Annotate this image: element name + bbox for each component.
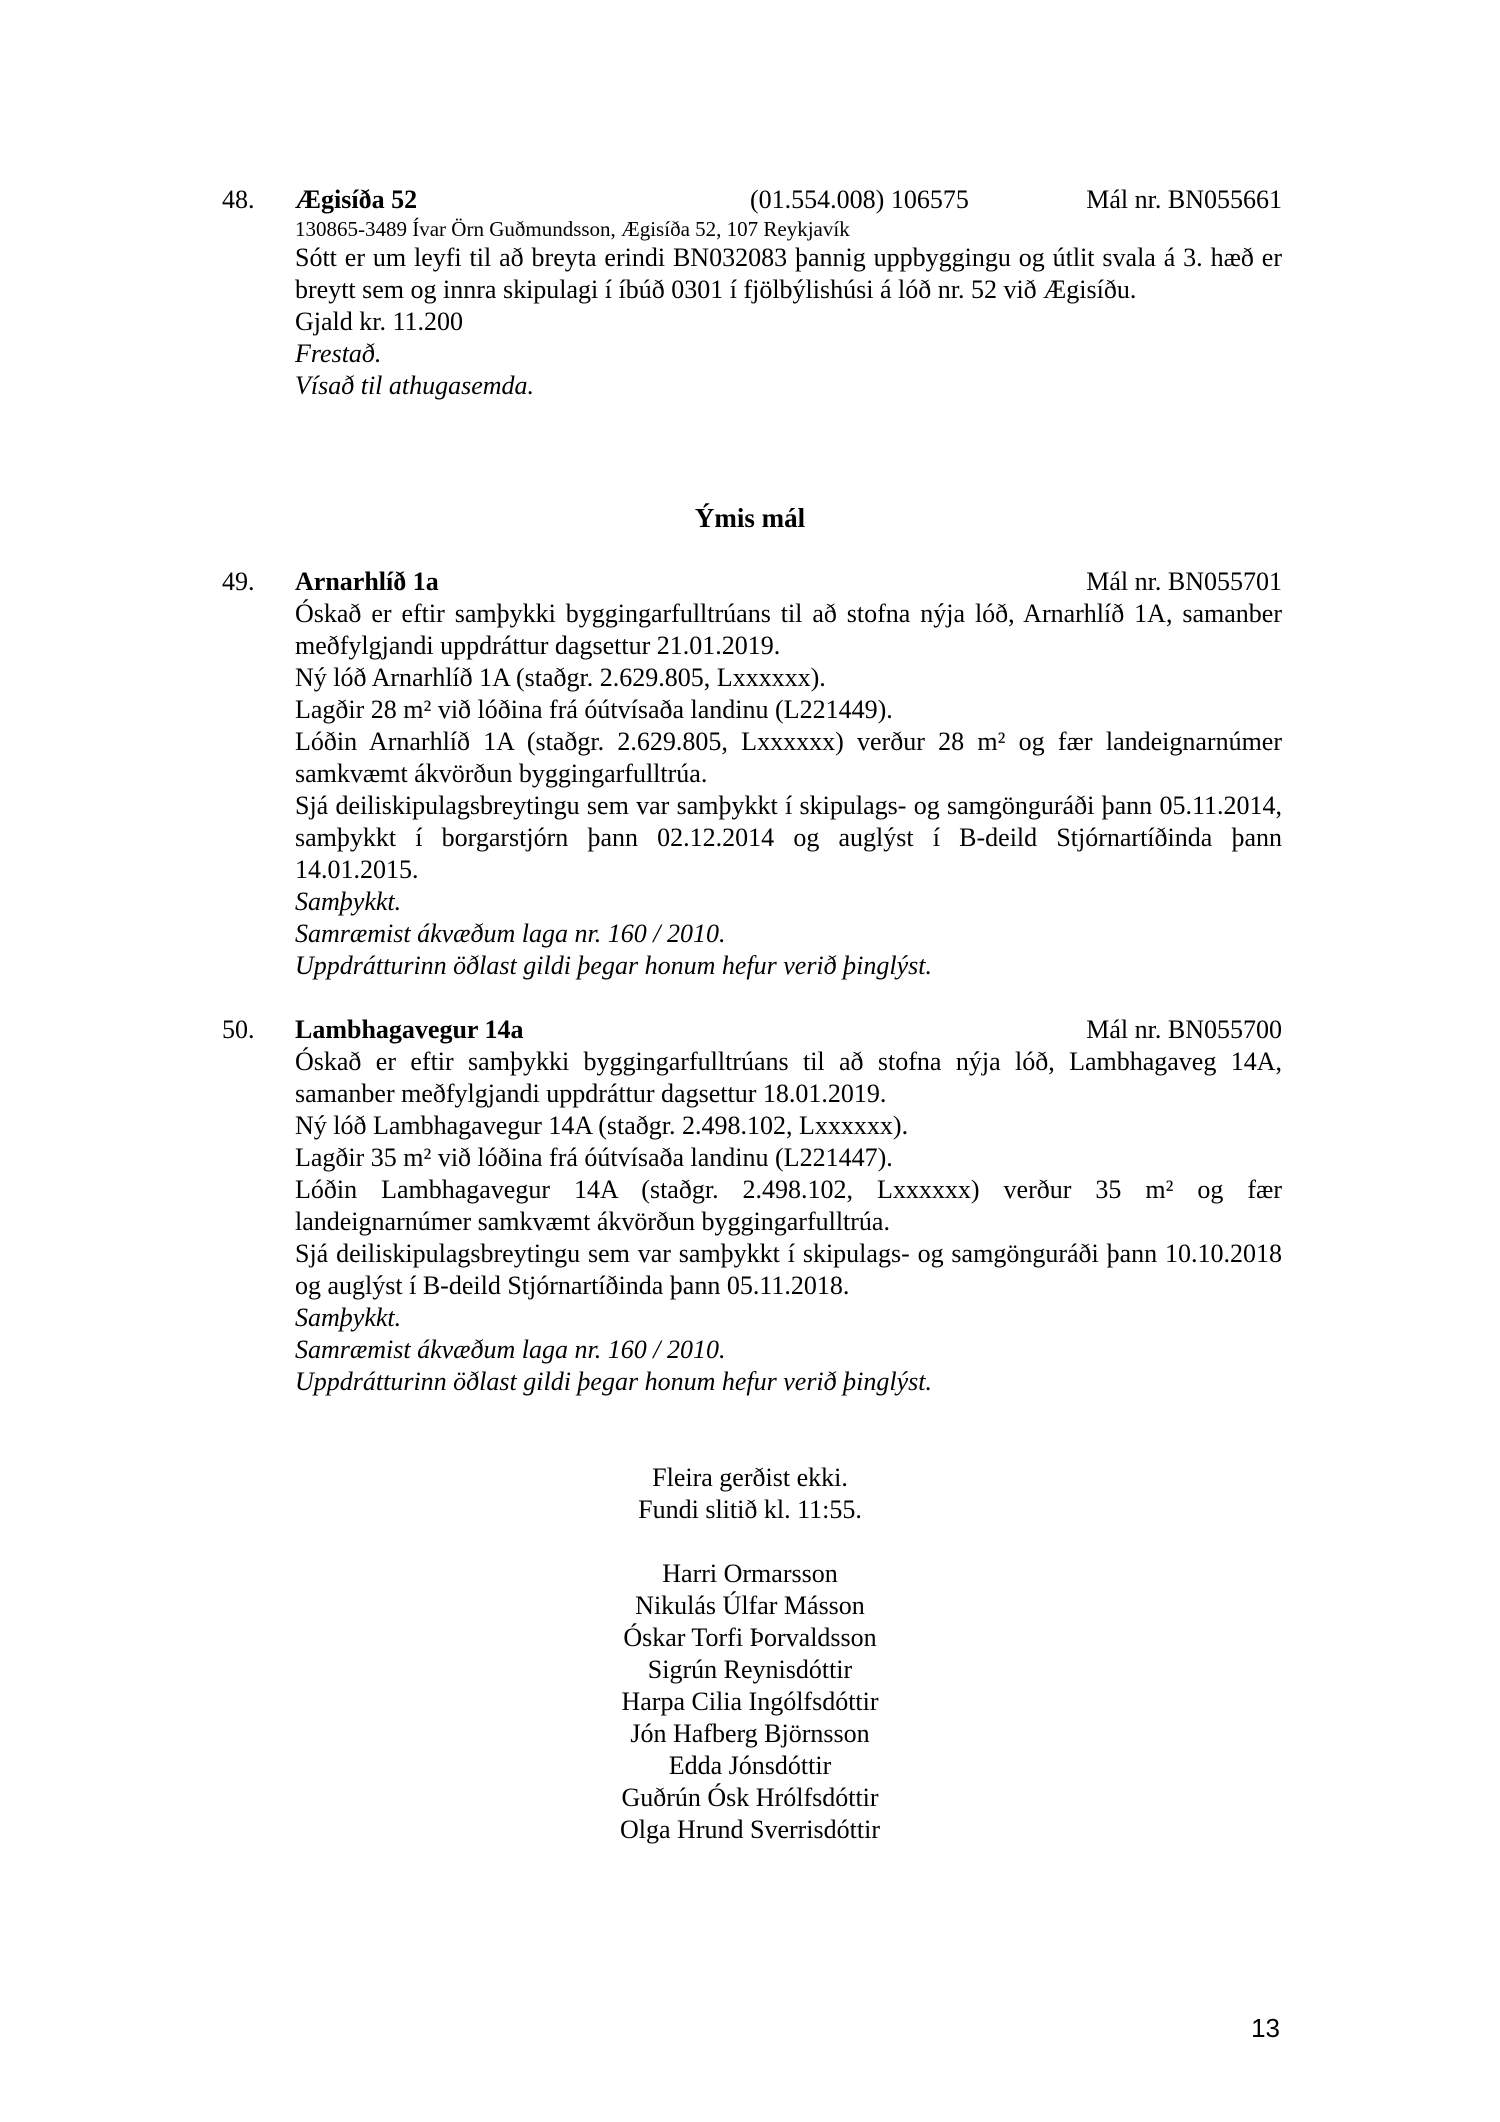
closing-line: Fundi slitið kl. 11:55. — [638, 1495, 862, 1524]
case-paragraph: Lóðin Lambhagavegur 14A (staðgr. 2.498.102, Lxxxxxx) verður 35 m² og fær landeignarnúmer samkvæmt ákvörðun byggingarfulltrúa. — [295, 1175, 1282, 1236]
case-number: 48. — [222, 185, 255, 214]
case-header — [222, 184, 1282, 216]
case-paragraph: Sjá deiliskipulagsbreytingu sem var samþykkt í skipulags- og samgönguráði þann 10.10.2018 og auglýst í B-deild Stjórnartíðinda þann 05.11.2018. — [295, 1239, 1282, 1300]
case-decision: Samþykkt. — [295, 887, 402, 916]
case-paragraph: Ný lóð Lambhagavegur 14A (staðgr. 2.498.102, Lxxxxxx). — [295, 1111, 909, 1140]
case-fee: Gjald kr. 11.200 — [295, 307, 464, 336]
case-item-49 — [222, 566, 1282, 982]
attendee-name: Sigrún Reynisdóttir — [647, 1655, 853, 1684]
case-decision-note: Samræmist ákvæðum laga nr. 160 / 2010. — [295, 919, 726, 948]
case-item-50 — [222, 1014, 1282, 1398]
attendee-name: Nikulás Úlfar Másson — [635, 1591, 865, 1620]
case-description: Sótt er um leyfi til að breyta erindi BN032083 þannig uppbyggingu og útlit svala á 3. hæð er breytt sem og innra skipulagi í íbúð 0301 í fjölbýlishúsi á lóð nr. 52 við Ægisíðu. — [295, 243, 1282, 304]
attendee-name: Jón Hafberg Björnsson — [630, 1719, 870, 1748]
attendee-name: Óskar Torfi Þorvaldsson — [623, 1623, 877, 1652]
case-title: Arnarhlíð 1a — [295, 567, 439, 596]
case-number: 49. — [222, 567, 255, 596]
case-decision-note: Uppdrátturinn öðlast gildi þegar honum hefur verið þinglýst. — [295, 1367, 932, 1396]
page-number: 13 — [1251, 2013, 1280, 2043]
attendee-name: Harri Ormarsson — [662, 1559, 838, 1588]
case-paragraph: Óskað er eftir samþykki byggingarfulltrúans til að stofna nýja lóð, Arnarhlíð 1A, samanber meðfylgjandi uppdráttur dagsettur 21.01.2019. — [295, 599, 1282, 660]
case-decision-note: Samræmist ákvæðum laga nr. 160 / 2010. — [295, 1335, 726, 1364]
case-title: Ægisíða 52 — [295, 185, 418, 214]
case-paragraph: Lagðir 28 m² við lóðina frá óútvísaða landinu (L221449). — [295, 695, 893, 724]
closing-block — [0, 1462, 1500, 1526]
case-id: Mál nr. BN055701 — [1086, 567, 1282, 596]
case-paragraph: Lagðir 35 m² við lóðina frá óútvísaða landinu (L221447). — [295, 1143, 893, 1172]
case-title: Lambhagavegur 14a — [295, 1015, 524, 1044]
case-header — [222, 1014, 1282, 1046]
attendee-name: Olga Hrund Sverrisdóttir — [620, 1815, 880, 1844]
case-reference: (01.554.008) 106575 — [750, 185, 969, 214]
case-header — [222, 566, 1282, 598]
case-decision: Samþykkt. — [295, 1303, 402, 1332]
case-id: Mál nr. BN055661 — [1086, 185, 1282, 214]
attendee-name: Harpa Cilia Ingólfsdóttir — [621, 1687, 879, 1716]
closing-line: Fleira gerðist ekki. — [652, 1463, 848, 1492]
case-decision-note: Uppdrátturinn öðlast gildi þegar honum hefur verið þinglýst. — [295, 951, 932, 980]
case-decision-note: Vísað til athugasemda. — [295, 371, 535, 400]
attendee-list — [0, 1558, 1500, 1846]
case-applicant: 130865-3489 Ívar Örn Guðmundsson, Ægisíða 52, 107 Reykjavík — [295, 217, 850, 241]
case-paragraph: Ný lóð Arnarhlíð 1A (staðgr. 2.629.805, Lxxxxxx). — [295, 663, 826, 692]
case-paragraph: Lóðin Arnarhlíð 1A (staðgr. 2.629.805, Lxxxxxx) verður 28 m² og fær landeignarnúmer samkvæmt ákvörðun byggingarfulltrúa. — [295, 727, 1282, 788]
case-item-48 — [222, 184, 1282, 402]
case-paragraph: Óskað er eftir samþykki byggingarfulltrúans til að stofna nýja lóð, Lambhagaveg 14A, samanber meðfylgjandi uppdráttur dagsettur 18.01.2019. — [295, 1047, 1282, 1108]
attendee-name: Edda Jónsdóttir — [668, 1751, 832, 1780]
case-number: 50. — [222, 1015, 255, 1044]
case-id: Mál nr. BN055700 — [1086, 1015, 1282, 1044]
case-decision: Frestað. — [295, 339, 382, 368]
section-heading: Ýmis mál — [694, 503, 806, 533]
case-paragraph: Sjá deiliskipulagsbreytingu sem var samþykkt í skipulags- og samgönguráði þann 05.11.2014, samþykkt í borgarstjórn þann 02.12.2014 og auglýst í B-deild Stjórnartíðinda þann 14.01.2015. — [295, 791, 1282, 884]
attendee-name: Guðrún Ósk Hrólfsdóttir — [621, 1783, 879, 1812]
